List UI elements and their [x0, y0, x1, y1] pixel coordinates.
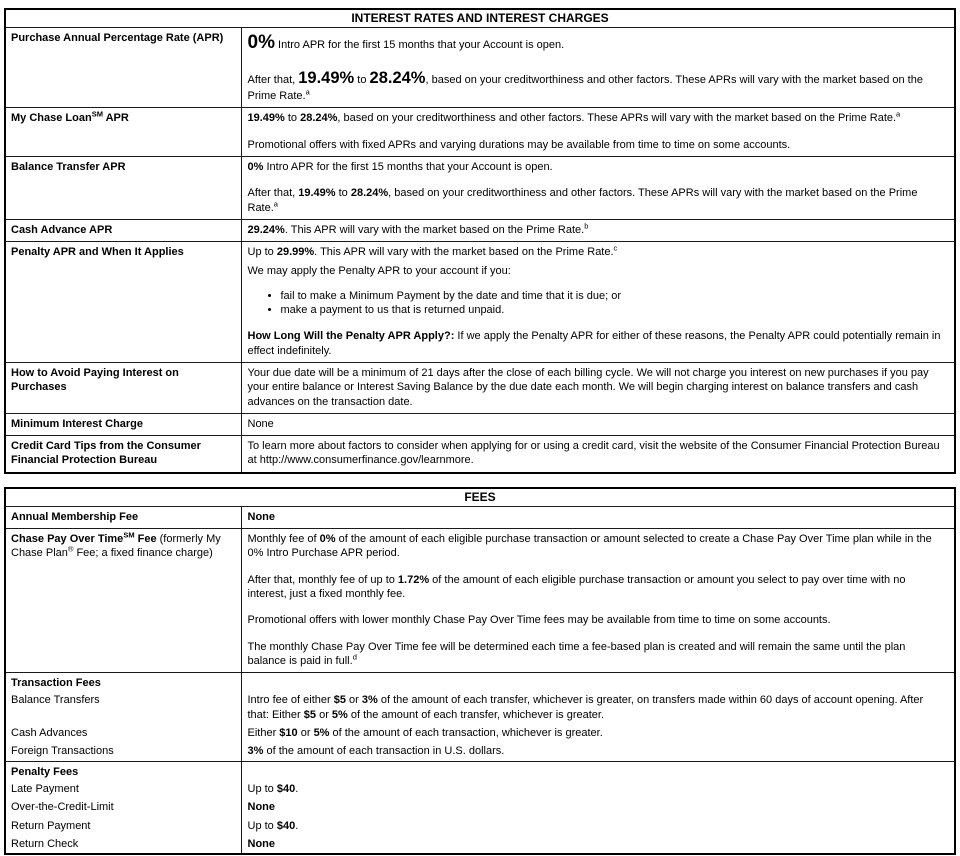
purchase-apr-row [5, 28, 955, 108]
text-segment: $5 [333, 694, 346, 707]
cash-advance-apr-row [5, 219, 955, 241]
text-segment: None [247, 837, 275, 850]
text-segment: 29.24% [247, 223, 285, 236]
paragraph [248, 329, 945, 358]
annual-membership-fee-label [5, 506, 241, 528]
text-segment: $10 [279, 727, 298, 740]
text-segment: Promotional offers with fixed APRs and varying durations may be available from time to time on some accounts. [247, 138, 791, 151]
text-segment: of the amount of each eligible purchase transaction or amount selected to create a Chase Pay Over Time plan while in the 0% Intro Purchase APR period. [247, 533, 932, 560]
return-payment-fee-value [241, 817, 955, 835]
over-the-credit-limit-fee-row [5, 798, 955, 816]
chase-pay-over-time-fee-value [241, 529, 955, 673]
text-segment: How to Avoid Paying Interest on Purchases [11, 366, 179, 394]
text-segment: make a payment to us that is returned unpaid. [280, 304, 505, 317]
paragraph [248, 245, 945, 259]
text-segment: Balance Transfers [11, 694, 100, 707]
text-segment: . This APR will vary with the market based on the Prime Rate. [284, 223, 585, 236]
penalty-fees-header-value [241, 761, 955, 780]
text-segment: 28.24% [350, 187, 389, 200]
bullet-item [281, 303, 945, 317]
paragraph [248, 613, 945, 627]
purchase-apr-label [5, 28, 241, 108]
transaction-fees-header-row [5, 673, 955, 692]
annual-membership-fee-value [241, 506, 955, 528]
minimum-interest-charge-label [5, 413, 241, 435]
text-segment: of the amount of each eligible purchase transaction or amount you select to pay over time with no interest, just a fixed monthly fee. [247, 573, 906, 600]
balance-transfers-fee-value [241, 691, 955, 724]
text-segment: Credit Card Tips from the Consumer Financial Protection Bureau [11, 440, 201, 467]
text-segment: $5 [303, 708, 317, 721]
text-segment: $40 [276, 819, 296, 832]
text-segment: Monthly fee of [247, 533, 320, 546]
return-check-fee-row [5, 835, 955, 854]
text-segment: , based on your creditworthiness and other factors. These APRs will vary with the market based on the Prime Rate. [247, 187, 918, 214]
purchase-apr-value [241, 28, 955, 108]
balance-transfer-apr-value [241, 157, 955, 220]
balance-transfers-fee-label [5, 691, 241, 724]
paragraph [248, 726, 945, 740]
text-segment: . This APR will vary with the market based on the Prime Rate. [314, 246, 614, 259]
text-segment: 19.49% [298, 187, 336, 200]
text-segment: Chase Pay Over Time [11, 533, 124, 546]
late-payment-fee-label [5, 780, 241, 798]
annual-membership-fee-row [5, 506, 955, 528]
paragraph [248, 744, 945, 758]
cash-advances-fee-label [5, 724, 241, 742]
penalty-apr-value [241, 242, 955, 363]
text-segment: 0% [247, 32, 275, 53]
text-segment: 3% [361, 694, 378, 707]
text-segment: fail to make a Minimum Payment by the date and time that it is due; or [280, 289, 622, 302]
text-segment: c [613, 243, 618, 253]
text-segment: None [247, 801, 275, 814]
paragraph [248, 782, 945, 796]
text-segment: Cash Advances [11, 727, 88, 740]
text-segment: After that, [247, 73, 299, 86]
text-segment: 1.72% [397, 573, 430, 586]
paragraph [248, 837, 945, 851]
text-segment: Return Payment [11, 819, 91, 832]
cash-advance-apr-label [5, 219, 241, 241]
text-segment: We may apply the Penalty APR to your account if you: [247, 264, 511, 277]
text-segment: Transaction Fees [11, 677, 101, 690]
transaction-fees-header-label [5, 673, 241, 692]
credit-card-tips-value [241, 436, 955, 473]
text-segment: of the amount of each transfer, whichever is greater. [347, 708, 605, 721]
text-segment: Your due date will be a minimum of 21 days after the close of each billing cycle. We will not charge you interest on new purchases if you pay your entire balance or Interest Saving Balance by the due date each month. We will begin charging interest on balance transfers and cash advances on the transaction date. [247, 366, 929, 408]
paragraph [248, 439, 945, 468]
text-segment: of the amount of each transaction in U.S. dollars. [263, 745, 505, 758]
foreign-transactions-fee-row [5, 742, 955, 761]
paragraph [248, 31, 945, 56]
text-segment: To learn more about factors to consider when applying for or using a credit card, visit the website of the Consumer Financial Protection Bureau at http://www.consumerfinance.gov/learnmore. [247, 440, 940, 467]
my-chase-loan-apr-label [5, 108, 241, 157]
text-segment: Late Payment [11, 782, 79, 795]
text-segment: 0% [247, 161, 264, 174]
late-payment-fee-value [241, 780, 955, 798]
text-segment: Up to [247, 246, 277, 259]
paragraph [248, 819, 945, 833]
text-segment: Foreign Transactions [11, 745, 114, 758]
text-segment: If we apply the Penalty APR for either of these reasons, the Penalty APR could potentially remain in effect indefinitely. [247, 330, 941, 357]
cash-advance-apr-value [241, 219, 955, 241]
text-segment: Cash Advance APR [11, 223, 113, 236]
interest-rates-title-row [5, 9, 955, 28]
text-segment: SM [123, 530, 135, 540]
text-segment: . [295, 819, 299, 832]
avoid-paying-interest-value [241, 362, 955, 413]
paragraph [248, 417, 945, 431]
text-segment: Minimum Interest Charge [11, 417, 144, 430]
text-segment: None [247, 510, 275, 523]
text-segment: Balance Transfer APR [11, 161, 126, 174]
paragraph [248, 640, 945, 669]
text-segment: 19.49% [298, 68, 355, 87]
text-segment: 28.24% [369, 68, 426, 87]
text-segment: SM [91, 109, 103, 119]
penalty-apr-row [5, 242, 955, 363]
text-segment: . [295, 782, 299, 795]
text-segment: or [345, 694, 362, 707]
my-chase-loan-apr-row [5, 108, 955, 157]
text-segment: Return Check [11, 837, 79, 850]
text-segment: $40 [276, 782, 296, 795]
text-segment: a [273, 198, 278, 208]
penalty-fees-header-row [5, 761, 955, 780]
transaction-fees-header-value [241, 673, 955, 692]
interest-rates-table-title: INTEREST RATES AND INTEREST CHARGES [5, 9, 955, 28]
text-segment: Purchase Annual Percentage Rate (APR) [11, 32, 224, 44]
text-segment: of the amount of each transaction, whichever is greater. [329, 727, 603, 740]
balance-transfer-apr-label [5, 157, 241, 220]
text-segment: After that, monthly fee of up to [247, 573, 398, 586]
chase-pay-over-time-fee-label [5, 529, 241, 673]
text-segment: My Chase Loan [11, 112, 92, 125]
penalty-apr-label [5, 242, 241, 363]
text-segment: a [896, 109, 901, 119]
interest-rates-table [4, 8, 956, 474]
text-segment: Penalty Fees [11, 765, 79, 778]
minimum-interest-charge-row [5, 413, 955, 435]
avoid-paying-interest-label [5, 362, 241, 413]
text-segment: Fee [134, 533, 157, 546]
text-segment: or [297, 727, 314, 740]
text-segment: Promotional offers with lower monthly Chase Pay Over Time fees may be available from time to time on some accounts. [247, 614, 831, 627]
paragraph [248, 68, 945, 104]
text-segment: Fee; a fixed finance charge) [73, 547, 213, 560]
text-segment: 5% [331, 708, 348, 721]
text-segment: 5% [313, 727, 330, 740]
foreign-transactions-fee-value [241, 742, 955, 761]
text-segment: 29.99% [276, 246, 315, 259]
text-segment: 0% [319, 533, 336, 546]
fees-title-row [5, 488, 955, 507]
my-chase-loan-apr-value [241, 108, 955, 157]
text-segment: Over-the-Credit-Limit [11, 801, 114, 814]
text-segment: The monthly Chase Pay Over Time fee will be determined each time a fee-based plan is created and will remain the same until the plan balance is paid in full. [247, 640, 906, 667]
foreign-transactions-fee-label [5, 742, 241, 761]
paragraph [248, 510, 945, 524]
paragraph [248, 160, 945, 174]
balance-transfer-apr-row [5, 157, 955, 220]
text-segment: 28.24% [300, 112, 338, 125]
return-payment-fee-label [5, 817, 241, 835]
text-segment: to [335, 187, 351, 200]
text-segment: b [584, 221, 589, 231]
bullet-item [281, 289, 945, 303]
text-segment: Either [247, 727, 280, 740]
paragraph [248, 186, 945, 215]
return-check-fee-label [5, 835, 241, 854]
text-segment: Annual Membership Fee [11, 510, 139, 523]
paragraph [248, 138, 945, 152]
paragraph [248, 366, 945, 409]
text-segment: How Long Will the Penalty APR Apply?: [247, 330, 455, 343]
text-segment: or [316, 708, 332, 721]
text-segment: Up to [247, 782, 277, 795]
late-payment-fee-row [5, 780, 955, 798]
text-segment: , based on your creditworthiness and other factors. These APRs will vary with the market based on the Prime Rate. [337, 112, 897, 125]
credit-card-tips-label [5, 436, 241, 473]
over-the-credit-limit-fee-label [5, 798, 241, 816]
cash-advances-fee-row [5, 724, 955, 742]
text-segment: Up to [247, 819, 277, 832]
avoid-paying-interest-row [5, 362, 955, 413]
penalty-fees-header-label [5, 761, 241, 780]
text-segment: Penalty APR and When It Applies [11, 246, 184, 259]
return-payment-fee-row [5, 817, 955, 835]
text-segment: None [247, 417, 274, 430]
text-segment: Intro APR for the first 15 months that your Account is open. [274, 39, 565, 51]
text-segment: to [354, 73, 370, 86]
text-segment: After that, [247, 187, 299, 200]
paragraph [248, 264, 945, 278]
paragraph [248, 223, 945, 237]
text-segment: 19.49% [247, 112, 285, 125]
text-segment: (formerly My Chase Plan [11, 533, 221, 560]
paragraph [248, 532, 945, 561]
text-segment: 3% [247, 745, 264, 758]
paragraph [248, 693, 945, 722]
text-segment: to [284, 112, 301, 125]
return-check-fee-value [241, 835, 955, 854]
paragraph [248, 111, 945, 125]
paragraph [248, 800, 945, 814]
balance-transfers-fee-row [5, 691, 955, 724]
text-segment: Intro APR for the first 15 months that your Account is open. [263, 161, 553, 174]
text-segment: , based on your creditworthiness and other factors. These APRs will vary with the market based on the Prime Rate. [247, 73, 923, 103]
minimum-interest-charge-value [241, 413, 955, 435]
chase-pay-over-time-fee-row [5, 529, 955, 673]
text-segment: ® [67, 544, 74, 554]
over-the-credit-limit-fee-value [241, 798, 955, 816]
bullet-list [248, 289, 945, 318]
cash-advances-fee-value [241, 724, 955, 742]
credit-card-tips-row [5, 436, 955, 473]
text-segment: Intro fee of either [247, 694, 334, 707]
fees-table [4, 487, 956, 855]
fees-table-title: FEES [5, 488, 955, 507]
text-segment: of the amount of each transfer, whichever is greater, on transfers made within 60 days of account opening. After that: Either [247, 694, 924, 721]
paragraph [248, 573, 945, 602]
text-segment: APR [102, 112, 129, 125]
text-segment: d [352, 652, 357, 662]
text-segment: a [305, 87, 310, 97]
